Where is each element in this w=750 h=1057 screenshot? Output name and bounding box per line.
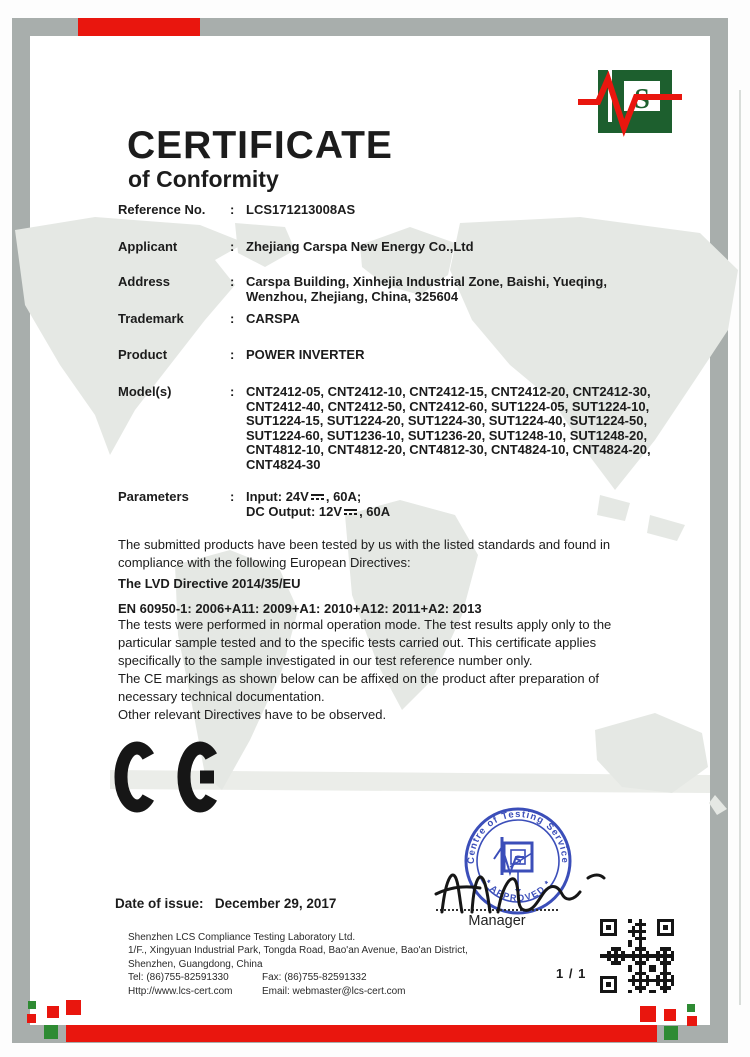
corner-square <box>687 1004 695 1012</box>
qr-code <box>600 919 674 993</box>
field-value: LCS171213008AS <box>246 202 356 217</box>
lcs-logo <box>578 64 683 144</box>
field-value <box>246 490 666 519</box>
field-trademark: Trademark : CARSPA <box>118 312 666 327</box>
ce-mark <box>110 730 240 825</box>
paragraph-tests: The tests were performed in normal operation mode. The test results apply only to the particular sample tested and to the specific tests carried out. This certificate applies specifically to the sample investigated in our test reference number only. <box>118 617 612 669</box>
corner-square <box>47 1006 59 1018</box>
date-of-issue <box>115 896 336 911</box>
dc-current-icon <box>344 508 357 516</box>
stamp-center-letter: S <box>514 852 522 867</box>
date-of-issue-value: December 29, 2017 <box>214 896 337 911</box>
footer-company: Shenzhen LCS Compliance Testing Laboratory Ltd. <box>128 932 356 943</box>
corner-square <box>28 1001 36 1009</box>
corner-square <box>66 1000 81 1015</box>
corner-square <box>687 1016 697 1026</box>
stamp-arc-top-text: Centre of Testing Service <box>465 808 571 865</box>
footer-address-1: 1/F., Xingyuan Industrial Park, Tongda Road, Bao'an Avenue, Bao'an District, <box>128 945 468 957</box>
paragraph-compliance: The submitted products have been tested by us with the listed standards and found in compliance with the following European Directives: <box>118 537 611 571</box>
footer-website: Http://www.lcs-cert.com <box>128 985 233 997</box>
field-label: Trademark <box>118 311 184 326</box>
date-of-issue-label: Date of issue: <box>115 896 204 911</box>
field-models: Model(s) : CNT2412-05, CNT2412-10, CNT2412-15, CNT2412-20, CNT2412-30, CNT2412-40, CNT2412-50, CNT2412-60, SUT1224-05, SUT1224-10, SUT1224-15, SUT1224-20, SUT1224-30, SUT1224-40, SUT1224-50, SUT1224-60, SUT1236-10, SUT1236-20, SUT1248-10, SUT1248-20, CNT4812-10, CNT4812-20, CNT4812-30, CNT4824-10, CNT4824-20, CNT4824-30 <box>118 385 666 473</box>
field-value: POWER INVERTER <box>246 347 365 362</box>
qr-finder-icon <box>600 919 617 936</box>
directive-lvd: The LVD Directive 2014/35/EU <box>118 576 301 591</box>
field-applicant: Applicant : Zhejiang Carspa New Energy Co.,Ltd <box>118 240 666 255</box>
bottom-red-bar <box>66 1025 657 1042</box>
footer-tel: Tel: (86)755-82591330 <box>128 972 229 984</box>
field-value: CNT2412-05, CNT2412-10, CNT2412-15, CNT2412-20, CNT2412-30, CNT2412-40, CNT2412-50, CNT2412-60, SUT1224-05, SUT1224-10, SUT1224-15, SUT1224-20, SUT1224-30, SUT1224-40, SUT1224-50, SUT1224-60, SUT1236-10, SUT1236-20, SUT1248-10, SUT1248-20, CNT4812-10, CNT4812-20, CNT4812-30, CNT4824-10, CNT4824-20, CNT4824-30 <box>246 384 651 472</box>
qr-finder-icon <box>600 976 617 993</box>
dc-current-icon <box>311 493 324 501</box>
stamp-arc-bottom-text: * APPROVED * <box>482 877 554 904</box>
signer-role: Manager <box>468 913 526 929</box>
lcs-logo-letter: S <box>634 84 650 115</box>
field-label: Parameters <box>118 489 189 504</box>
paragraph-other-directives: Other relevant Directives have to be observed. <box>118 707 387 722</box>
field-label: Model(s) <box>118 384 172 399</box>
field-parameters: Parameters : Input: 24V , 60A; DC Output: 12V , 60A <box>118 490 666 519</box>
parameter-output-line: DC Output: 12V , 60A <box>246 503 391 519</box>
page-number: 1 / 1 <box>556 966 587 981</box>
footer-lab-info <box>128 931 548 998</box>
footer-email: Email: webmaster@lcs-cert.com <box>262 985 406 997</box>
qr-finder-icon <box>657 919 674 936</box>
field-value: Carspa Building, Xinhejia Industrial Zone, Baishi, Yueqing, Wenzhou, Zhejiang, China, 325604 <box>246 274 607 304</box>
field-label: Applicant <box>118 239 178 254</box>
field-product: Product : POWER INVERTER <box>118 348 666 363</box>
field-label: Reference No. <box>118 202 206 217</box>
corner-square <box>27 1014 36 1023</box>
paragraph-ce-markings: The CE markings as shown below can be affixed on the product after preparation of necessary technical documentation. <box>118 671 600 705</box>
corner-square <box>640 1006 656 1022</box>
field-label: Address <box>118 274 171 289</box>
field-address: Address : Carspa Building, Xinhejia Industrial Zone, Baishi, Yueqing, Wenzhou, Zhejiang, China, 325604 <box>118 275 666 304</box>
corner-square <box>44 1025 58 1039</box>
field-value: Zhejiang Carspa New Energy Co.,Ltd <box>246 239 474 254</box>
parameter-input-line: Input: 24V , 60A; <box>246 489 362 504</box>
footer-address-2: Shenzhen, Guangdong, China <box>128 958 263 970</box>
page-title: CERTIFICATE <box>127 124 393 167</box>
corner-square <box>664 1009 676 1021</box>
field-reference-no: Reference No. : LCS171213008AS <box>118 203 666 218</box>
field-label: Product <box>118 347 168 362</box>
standard-en60950: EN 60950-1: 2006+A11: 2009+A1: 2010+A12: 2011+A2: 2013 <box>118 601 482 616</box>
corner-square <box>664 1026 678 1040</box>
page-subtitle: of Conformity <box>128 166 279 192</box>
footer-fax: Fax: (86)755-82591332 <box>262 972 367 984</box>
manager-signature <box>428 856 628 918</box>
field-value: CARSPA <box>246 311 300 326</box>
